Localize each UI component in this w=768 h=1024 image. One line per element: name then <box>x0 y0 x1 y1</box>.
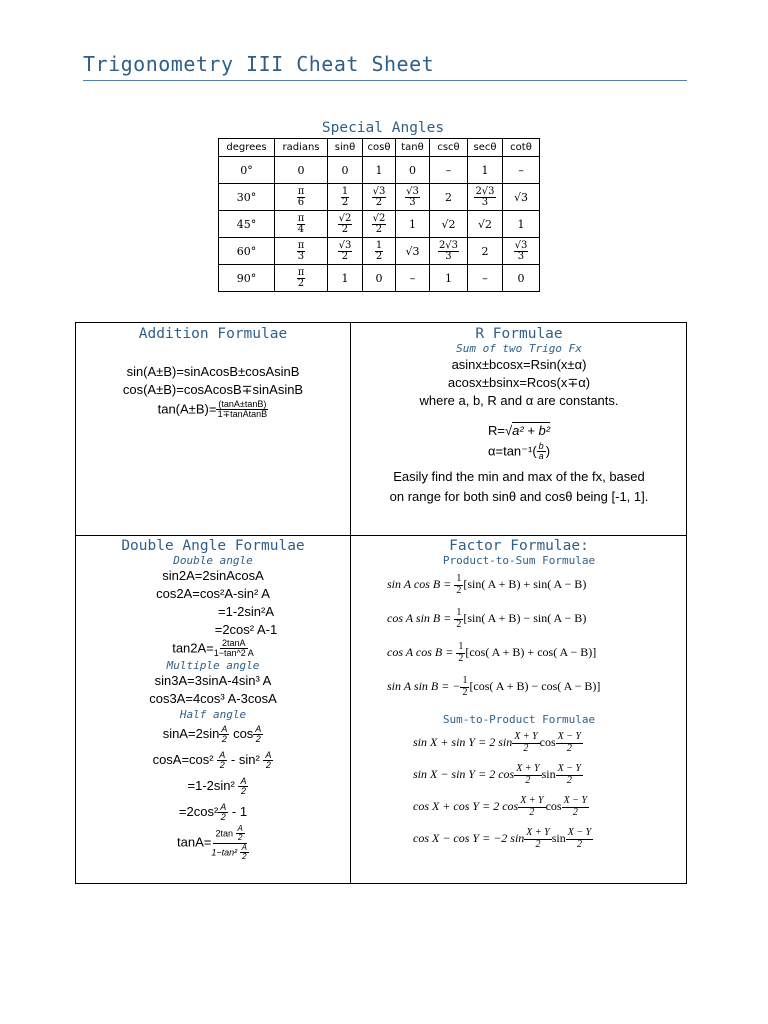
fraction-denominator: 2 <box>220 811 226 822</box>
fraction-numerator: π <box>297 239 305 251</box>
table-cell: 1 <box>396 211 430 238</box>
table-cell: 2 <box>468 238 503 265</box>
fraction-denominator: 6 <box>297 196 305 208</box>
table-cell: 0 <box>328 157 363 184</box>
formula-r-value <box>351 422 687 440</box>
table-cell <box>468 184 503 211</box>
fraction-numerator: π <box>297 266 305 278</box>
half-cos-part1: cosA=cos² <box>152 751 214 767</box>
s2p-lhs: sin X − sin Y = 2 cos <box>413 767 515 781</box>
fraction-denominator: 2 <box>566 742 572 754</box>
fraction-numerator: A <box>220 801 227 812</box>
min-max-note-line1: Easily find the min and max of the fx, based <box>393 468 645 484</box>
table-cell: √2 <box>430 211 468 238</box>
table-header-cell: cotθ <box>503 139 540 157</box>
xmy-fraction <box>556 732 583 754</box>
fraction-numerator: X + Y <box>516 763 540 775</box>
fraction-denominator: 1∓tanAtanB <box>217 409 268 420</box>
fraction-denominator: 2 <box>297 277 305 289</box>
half-angle-fraction <box>219 725 229 745</box>
table-row <box>219 184 540 211</box>
table-cell <box>328 184 363 211</box>
cell-fraction <box>474 187 495 208</box>
half-angle-fraction <box>263 751 273 771</box>
fraction-denominator: 2 <box>462 686 468 698</box>
table-cell: √3 <box>396 238 430 265</box>
fraction-denominator: a <box>538 451 544 462</box>
fraction-numerator: 1 <box>341 185 349 197</box>
p2s-lhs: cos A sin B = <box>387 611 452 625</box>
fraction-denominator: 3 <box>445 250 452 262</box>
p2s-rhs: [cos( A + B) + cos( A − B)] <box>465 645 597 659</box>
tan2a-fraction <box>214 639 254 659</box>
formula-r-cos: acosx±bsinx=Rcos(x∓α) <box>447 375 591 390</box>
table-header-cell: radians <box>275 139 328 157</box>
fraction-denominator: 2 <box>456 584 462 596</box>
fraction-denominator: 2 <box>265 759 271 770</box>
fraction-denominator: 2 <box>341 250 349 262</box>
table-cell <box>363 238 396 265</box>
factor-heading: Factor Formulae: <box>449 538 589 554</box>
fraction-numerator: X + Y <box>514 731 538 743</box>
table-row <box>219 265 540 292</box>
sum-to-product-subheading: Sum-to-Product Formulae <box>442 713 596 726</box>
formula-grid <box>75 322 687 884</box>
formula-half-cos-alt1 <box>76 773 350 799</box>
tan-sum-lhs: tan(A±B)= <box>157 401 217 417</box>
half-angle-fraction <box>217 751 227 771</box>
fraction-numerator: 2tanA <box>222 638 246 648</box>
tan2a-lhs: tan2A= <box>172 640 214 656</box>
title-underline <box>83 80 687 81</box>
addition-formulae-section <box>76 323 350 420</box>
formula-cos-sum: cos(A±B)=cosAcosB∓sinAsinB <box>122 382 304 397</box>
fraction-numerator: π <box>297 185 305 197</box>
cell-fraction <box>514 241 529 262</box>
formula-half-tan <box>76 825 350 862</box>
fraction-denominator: 2 <box>341 223 349 235</box>
half-angle-fraction <box>253 725 263 745</box>
fraction-numerator: X − Y <box>563 795 588 807</box>
fraction-denominator: 2 <box>529 806 535 818</box>
s2p-lhs: cos X − cos Y = −2 sin <box>413 831 525 845</box>
formula-sinx-plus-siny <box>413 726 687 758</box>
min-max-note-line2: on range for both sinθ and cosθ being [-1, 1]. <box>389 488 649 504</box>
table-cell: 0° <box>219 157 275 184</box>
table-cell: 60° <box>219 238 275 265</box>
alpha-rhs: ) <box>545 443 551 459</box>
fraction-numerator: √3 <box>514 239 528 251</box>
table-cell: 0 <box>363 265 396 292</box>
fraction-numerator: 1 <box>375 239 383 251</box>
half-angle-fraction <box>238 777 248 797</box>
sum-to-product-list <box>351 726 687 854</box>
fraction-numerator: 1 <box>458 641 464 653</box>
table-cell: 0 <box>275 157 328 184</box>
alpha-fraction <box>537 442 546 462</box>
fraction-numerator: A <box>237 823 243 833</box>
fraction-denominator: 2 <box>525 774 531 786</box>
formula-half-cos <box>76 747 350 773</box>
half-sin-part1: sinA=2sin <box>162 725 220 741</box>
p2s-lhs: sin A cos B = <box>387 577 452 591</box>
table-cell: – <box>396 265 430 292</box>
half-tan-fraction <box>211 825 249 862</box>
table-header-cell: cscθ <box>430 139 468 157</box>
fraction-denominator: 2 <box>456 618 462 630</box>
formula-cosacosb <box>387 635 687 669</box>
xpy-fraction <box>512 732 539 754</box>
table-header-cell: secθ <box>468 139 503 157</box>
formula-alpha <box>351 442 687 462</box>
p2s-rhs: [sin( A + B) − sin( A − B) <box>463 611 587 625</box>
s2p-lhs: sin X + sin Y = 2 sin <box>413 735 513 749</box>
fraction-numerator: A <box>240 775 247 786</box>
formula-cosasinb <box>387 601 687 635</box>
table-cell: 90° <box>219 265 275 292</box>
half-angle-fraction <box>240 844 249 862</box>
table-header-cell: sinθ <box>328 139 363 157</box>
fraction-denominator: 2 <box>237 833 243 843</box>
fraction-numerator: (tanA±tanB) <box>218 399 267 409</box>
table-cell <box>275 184 328 211</box>
formula-cosx-minus-cosy <box>413 822 687 854</box>
table-cell <box>275 211 328 238</box>
formula-cosx-plus-cosy <box>413 790 687 822</box>
cell-fraction <box>372 214 387 235</box>
half-cos-part2: - sin² <box>230 751 260 767</box>
fraction-numerator: A <box>265 749 272 760</box>
formula-sinasinb <box>387 669 687 703</box>
fraction-denominator: 1−tan^2 A <box>213 648 254 659</box>
p2s-lhs: sin A sin B = − <box>387 679 461 693</box>
fraction-numerator: b <box>538 441 544 451</box>
table-row <box>219 238 540 265</box>
table-header-cell: cosθ <box>363 139 396 157</box>
xpy-fraction <box>518 796 545 818</box>
r-formulae-subheading: Sum of two Trigo Fx <box>456 342 582 355</box>
fraction-numerator: A <box>255 723 262 734</box>
cell-fraction <box>297 241 306 262</box>
product-to-sum-subheading: Product-to-Sum Formulae <box>442 554 596 567</box>
fraction-denominator: 3 <box>517 250 525 262</box>
fraction-numerator: 1 <box>462 675 468 687</box>
table-cell: – <box>503 157 540 184</box>
cell-fraction <box>438 241 459 262</box>
cell-fraction <box>341 187 349 208</box>
fraction-denominator: 2 <box>219 759 225 770</box>
fraction-numerator: 1 <box>456 607 462 619</box>
half-cos-alt1-text: =1-2sin² <box>187 777 235 793</box>
table-cell <box>396 184 430 211</box>
xmy-fraction <box>566 828 593 850</box>
fraction-numerator: 2√3 <box>438 239 459 251</box>
table-cell <box>363 184 396 211</box>
formula-tan2a <box>76 639 350 659</box>
table-cell: 2 <box>430 184 468 211</box>
fraction-numerator: √2 <box>338 212 352 224</box>
r-formulae-heading: R Formulae <box>475 326 563 342</box>
table-cell: 0 <box>396 157 430 184</box>
fraction-denominator: 2 <box>255 733 261 744</box>
formula-sin-sum: sin(A±B)=sinAcosB±cosAsinB <box>126 364 300 379</box>
fraction-denominator: 2 <box>576 838 582 850</box>
cell-fraction <box>372 187 387 208</box>
fraction-numerator: X − Y <box>557 731 582 743</box>
formula-tan-sum <box>76 400 350 420</box>
r-radicand: a² + b² <box>512 423 551 438</box>
double-angle-subheading: Double angle <box>173 554 253 567</box>
addition-heading: Addition Formulae <box>138 326 288 342</box>
half-fraction <box>454 574 463 596</box>
s2p-mid: sin <box>551 831 566 845</box>
fraction-denominator: 2 <box>375 250 383 262</box>
s2p-mid: cos <box>539 735 556 749</box>
fraction-denominator: 3 <box>297 250 305 262</box>
fraction-denominator: 4 <box>297 223 305 235</box>
cell-fraction <box>375 241 383 262</box>
tan-sum-fraction <box>216 400 268 420</box>
half-sin-part2: cos <box>233 725 254 741</box>
cell-fraction <box>338 214 353 235</box>
formula-sin2a: sin2A=2sinAcosA <box>162 568 264 583</box>
fraction-numerator: X + Y <box>526 827 550 839</box>
fraction-numerator: 2√3 <box>475 185 495 197</box>
r-formulae-section <box>351 323 687 506</box>
table-cell: 1 <box>363 157 396 184</box>
fraction-numerator: X + Y <box>520 795 544 807</box>
fraction-denominator: 2 <box>572 806 578 818</box>
p2s-rhs: [sin( A + B) + sin( A − B) <box>463 577 587 591</box>
formula-sinacosb <box>387 567 687 601</box>
formula-cos2a-alt2: =2cos² A-1 <box>214 622 278 637</box>
table-cell: 0 <box>503 265 540 292</box>
formula-sin3a: sin3A=3sinA-4sin³ A <box>154 672 272 688</box>
double-angle-heading: Double Angle Formulae <box>121 538 305 554</box>
formula-sinx-minus-siny <box>413 758 687 790</box>
fraction-denominator: 2 <box>242 852 247 862</box>
cell-fraction <box>297 187 306 208</box>
half-cos-alt2-part2: - 1 <box>231 803 248 819</box>
fraction-numerator: X − Y <box>557 763 582 775</box>
table-cell <box>363 211 396 238</box>
table-header-cell: tanθ <box>396 139 430 157</box>
table-cell <box>275 238 328 265</box>
fraction-denominator: 2 <box>341 196 349 208</box>
half-tan-lhs: tanA= <box>177 834 212 850</box>
s2p-lhs: cos X + cos Y = 2 cos <box>413 799 519 813</box>
formula-half-sin <box>76 721 350 747</box>
xpy-fraction <box>514 764 541 786</box>
alpha-lhs: α=tan⁻¹( <box>487 443 537 459</box>
table-cell: 1 <box>503 211 540 238</box>
multiple-angle-subheading: Multiple angle <box>166 658 260 672</box>
fraction-numerator: √3 <box>372 185 386 197</box>
formula-r-sin: asinx±bcosx=Rsin(x±α) <box>451 357 587 372</box>
table-cell: 30° <box>219 184 275 211</box>
r-lhs: R= <box>487 423 505 438</box>
fraction-numerator: A <box>221 723 228 734</box>
table-cell <box>328 238 363 265</box>
table-cell: 1 <box>430 265 468 292</box>
fraction-denominator: 2 <box>458 652 464 664</box>
product-to-sum-list <box>351 567 687 703</box>
fraction-denominator <box>211 844 249 862</box>
table-cell <box>430 238 468 265</box>
r-constants-note: where a, b, R and α are constants. <box>419 393 619 408</box>
table-row <box>219 157 540 184</box>
table-cell: – <box>430 157 468 184</box>
double-angle-section <box>76 536 350 861</box>
s2p-mid: cos <box>545 799 562 813</box>
table-cell: √2 <box>468 211 503 238</box>
table-cell: √3 <box>503 184 540 211</box>
cell-fraction <box>297 268 306 289</box>
page-title: Trigonometry III Cheat Sheet <box>83 52 435 76</box>
half-cos-alt2-part1: =2cos² <box>178 803 219 819</box>
half-angle-fraction <box>218 803 228 823</box>
formula-half-cos-alt2 <box>76 799 350 825</box>
fraction-numerator: A <box>241 842 247 852</box>
cell-fraction <box>405 187 420 208</box>
cell-fraction <box>338 241 353 262</box>
factor-formulae-section <box>351 536 687 854</box>
fraction-numerator: √3 <box>406 185 419 197</box>
p2s-lhs: cos A cos B = <box>387 645 454 659</box>
half-tan-num-text: 2tan <box>215 828 233 839</box>
fraction-numerator <box>213 825 246 844</box>
table-body <box>219 157 540 292</box>
table-header-cell: degrees <box>219 139 275 157</box>
fraction-denominator: 2 <box>523 742 529 754</box>
table-cell <box>503 238 540 265</box>
special-angles-heading: Special Angles <box>321 120 445 136</box>
sqrt-icon: √ <box>504 423 513 438</box>
fraction-numerator: √2 <box>372 212 386 224</box>
fraction-denominator: 2 <box>535 838 541 850</box>
fraction-numerator: 1 <box>456 573 462 585</box>
p2s-rhs: [cos( A + B) − cos( A − B)] <box>469 679 601 693</box>
fraction-denominator: 2 <box>221 733 227 744</box>
xmy-fraction <box>562 796 589 818</box>
formula-cos2a-alt1: =1-2sin²A <box>218 604 274 619</box>
fraction-numerator: π <box>297 212 305 224</box>
fraction-denominator: 3 <box>481 196 489 208</box>
table-cell: – <box>468 265 503 292</box>
fraction-denominator: 2 <box>240 785 246 796</box>
cell-fraction <box>297 214 306 235</box>
table-header-row <box>219 139 540 157</box>
half-tan-den-text: 1−tan² <box>211 846 238 857</box>
table-cell <box>275 265 328 292</box>
fraction-denominator: 2 <box>566 774 572 786</box>
table-cell: 1 <box>468 157 503 184</box>
fraction-denominator: 2 <box>375 196 383 208</box>
table-cell: 45° <box>219 211 275 238</box>
table-cell: 1 <box>328 265 363 292</box>
formula-cos2a: cos2A=cos²A-sin² A <box>156 586 270 601</box>
s2p-mid: sin <box>541 767 556 781</box>
table-cell <box>328 211 363 238</box>
fraction-numerator: A <box>219 749 226 760</box>
xpy-fraction <box>524 828 551 850</box>
fraction-denominator: 3 <box>409 196 416 208</box>
formula-cos3a: cos3A=4cos³ A-3cosA <box>149 690 277 706</box>
half-angle-fraction <box>236 825 245 843</box>
special-angles-table <box>218 138 540 292</box>
half-fraction <box>456 642 465 664</box>
xmy-fraction <box>556 764 583 786</box>
fraction-numerator: √3 <box>338 239 352 251</box>
fraction-denominator: 2 <box>375 223 383 235</box>
half-fraction <box>454 608 463 630</box>
half-angle-subheading: Half angle <box>179 707 247 721</box>
table-row <box>219 211 540 238</box>
fraction-numerator: X − Y <box>567 827 592 839</box>
